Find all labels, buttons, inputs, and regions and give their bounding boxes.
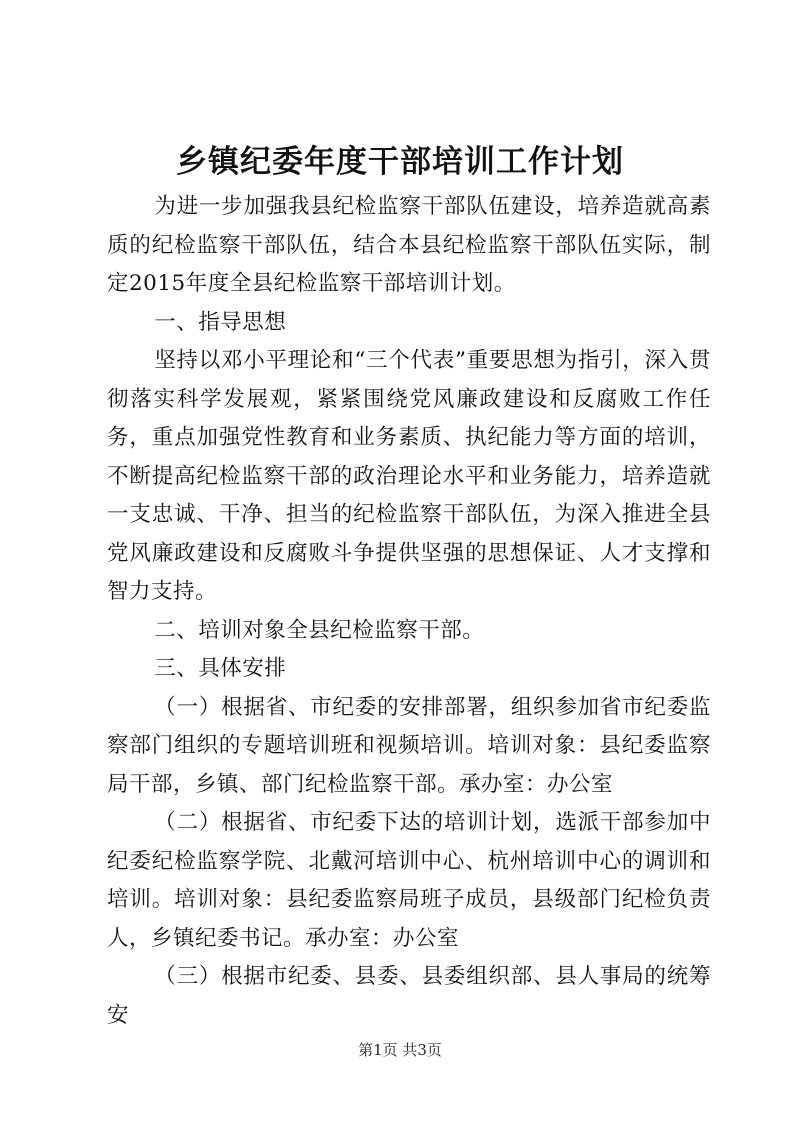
page-footer: 第1页 共3页 [358, 1041, 442, 1059]
paragraph-arrangement-3: （三）根据市纪委、县委、县委组织部、县人事局的统筹安 [107, 964, 711, 1028]
heading-specific-arrangements: 三、具体安排 [154, 656, 287, 681]
paragraph-arrangement-1: （一）根据省、市纪委的安排部署，组织参加省市纪委监察部门组织的专题培训班和视频培训。培训对象：县纪委监察局干部，乡镇、部门纪检监察干部。承办室：办公室 [107, 694, 711, 797]
document-title: 乡镇纪委年度干部培训工作计划 [176, 144, 624, 180]
paragraph-guiding-ideology: 坚持以邓小平理论和“三个代表”重要思想为指引，深入贯彻落实科学发展观，紧紧围绕党风廉政建设和反腐败工作任务，重点加强党性教育和业务素质、执纪能力等方面的培训，不断提高纪检监察干部的政治理论水平和业务能力，培养造就一支忠诚、干净、担当的纪检监察干部队伍，为深入推进全县党风廉政建设和反腐败斗争提供坚强的思想保证、人才支撑和智力支持。 [107, 348, 711, 604]
paragraph-arrangement-2: （二）根据省、市纪委下达的培训计划，选派干部参加中纪委纪检监察学院、北戴河培训中心、杭州培训中心的调训和培训。培训对象：县纪委监察局班子成员，县级部门纪检负责人，乡镇纪委书记。承办室：办公室 [107, 810, 711, 951]
heading-guiding-ideology: 一、指导思想 [154, 309, 287, 335]
paragraph-intro: 为进一步加强我县纪检监察干部队伍建设，培养造就高素质的纪检监察干部队伍，结合本县纪检监察干部队伍实际，制定2015年度全县纪检监察干部培训计划。 [107, 194, 711, 296]
heading-training-targets: 二、培训对象全县纪检监察干部。 [154, 617, 485, 643]
document-body [107, 188, 711, 1035]
